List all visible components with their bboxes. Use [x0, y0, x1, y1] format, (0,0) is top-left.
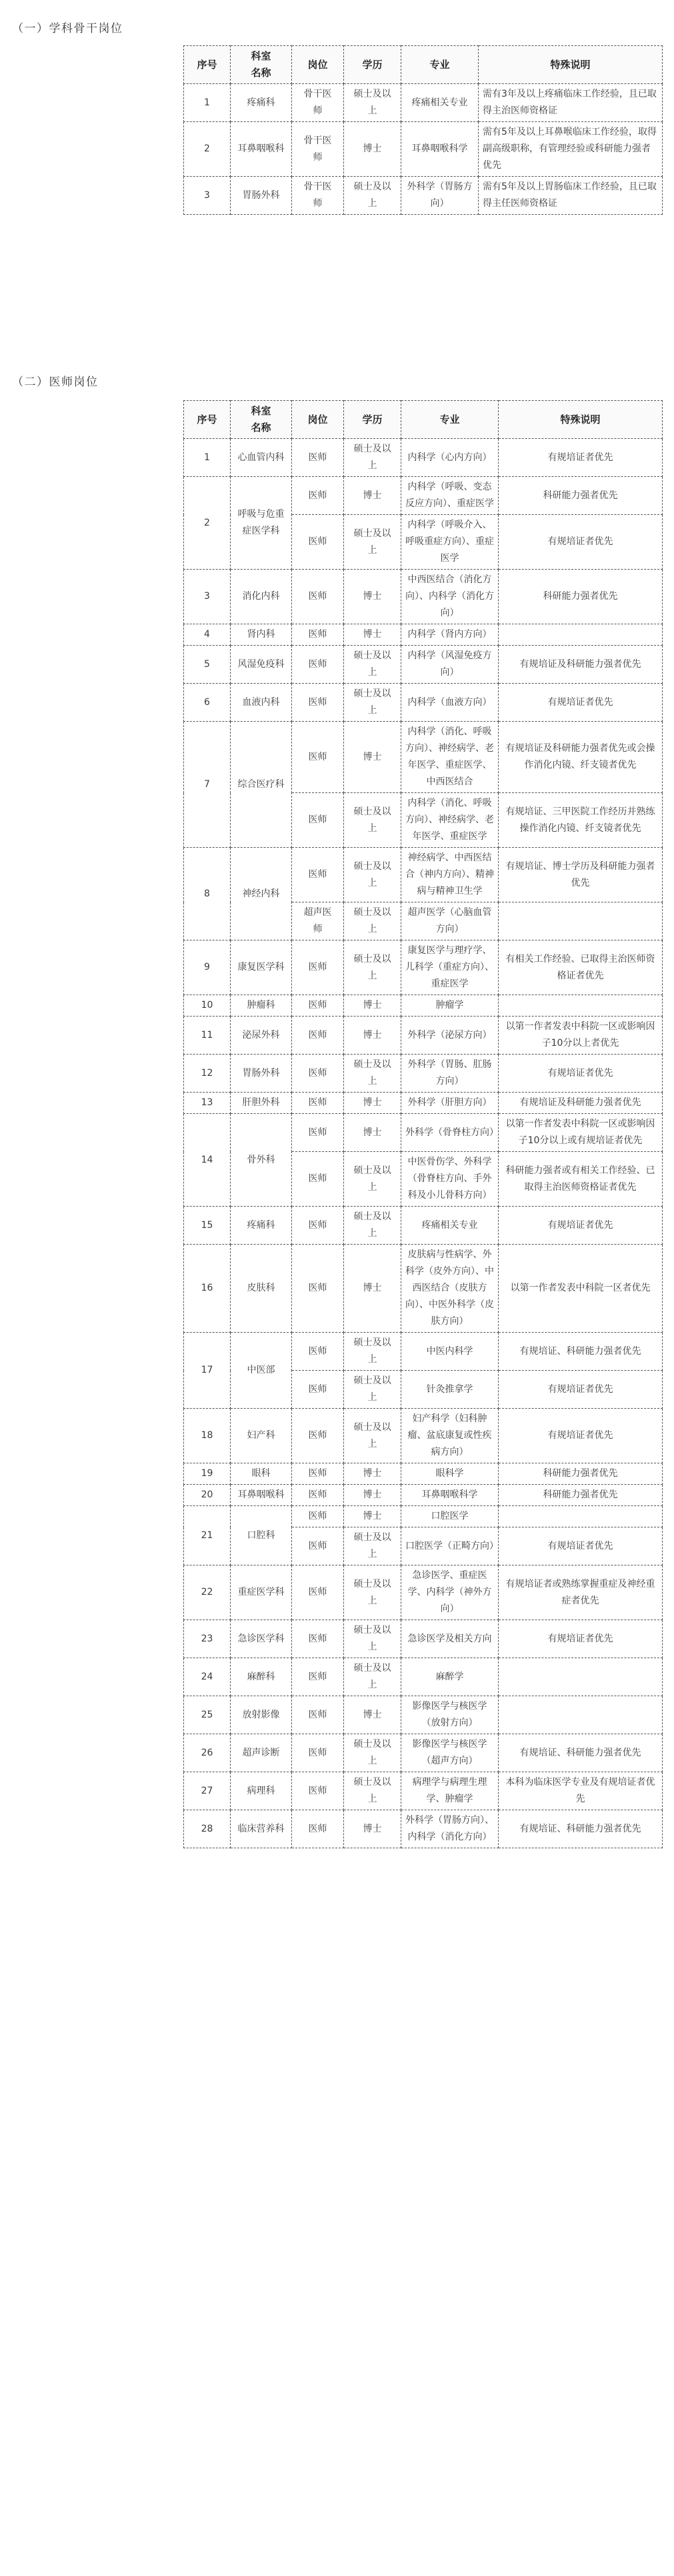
- cell-note: 有规培证、博士学历及科研能力强者优先: [499, 848, 663, 902]
- col-header-note: 特殊说明: [499, 401, 663, 439]
- cell-post: 医师: [292, 1565, 344, 1620]
- cell-major: 急诊医学及相关方向: [401, 1620, 499, 1658]
- cell-major: 眼科学: [401, 1463, 499, 1485]
- cell-note: [499, 1506, 663, 1527]
- col-header-edu: 学历: [344, 46, 401, 84]
- table-row: [184, 1114, 663, 1152]
- cell-post: 医师: [292, 1152, 344, 1207]
- cell-note: 以第一作者发表中科院一区者优先: [499, 1245, 663, 1333]
- cell-note: 有规培证、科研能力强者优先: [499, 1333, 663, 1371]
- cell-no: 11: [184, 1017, 231, 1055]
- cell-edu: 博士: [344, 1463, 401, 1485]
- cell-no: 23: [184, 1620, 231, 1658]
- cell-note: [499, 1696, 663, 1734]
- table-row: [184, 995, 663, 1017]
- cell-post: 医师: [292, 439, 344, 477]
- cell-dept: 呼吸与危重症医学科: [231, 477, 292, 570]
- cell-major: 外科学（胃肠方向）、内科学（消化方向）: [401, 1810, 499, 1848]
- cell-no: 17: [184, 1333, 231, 1409]
- cell-no: 12: [184, 1055, 231, 1093]
- cell-edu: 硕士及以 上: [344, 684, 401, 722]
- cell-edu: 硕士及以 上: [344, 1409, 401, 1463]
- cell-no: 16: [184, 1245, 231, 1333]
- cell-no: 3: [184, 177, 231, 215]
- cell-edu: 硕士及以 上: [344, 1658, 401, 1696]
- cell-dept: 胃肠外科: [231, 1055, 292, 1093]
- cell-major: 影像医学与核医学（放射方向）: [401, 1696, 499, 1734]
- cell-note: 有规培证者优先: [499, 1409, 663, 1463]
- cell-dept: 妇产科: [231, 1409, 292, 1463]
- table-row: [184, 1017, 663, 1055]
- cell-major: 外科学（胃肠、肛肠方向）: [401, 1055, 499, 1093]
- table-row: [184, 940, 663, 995]
- cell-note: 有规培证者优先: [499, 1620, 663, 1658]
- cell-dept: 泌尿外科: [231, 1017, 292, 1055]
- cell-edu: 硕士及以 上: [344, 177, 401, 215]
- cell-major: 内科学（血液方向）: [401, 684, 499, 722]
- cell-no: 10: [184, 995, 231, 1017]
- cell-no: 2: [184, 477, 231, 570]
- cell-no: 18: [184, 1409, 231, 1463]
- cell-edu: 博士: [344, 722, 401, 793]
- physician-positions-table: [183, 400, 663, 1848]
- cell-no: 26: [184, 1734, 231, 1772]
- cell-major: 皮肤病与性病学、外科学（皮外方向）、中西医结合（皮肤方向）、中医外科学（皮肤方向）: [401, 1245, 499, 1333]
- cell-major: 外科学（泌尿方向）: [401, 1017, 499, 1055]
- table-row: [184, 646, 663, 684]
- table-row: [184, 1485, 663, 1506]
- table-row: [184, 848, 663, 902]
- cell-post: 医师: [292, 1055, 344, 1093]
- cell-dept: 耳鼻咽喉科: [231, 122, 292, 177]
- cell-no: 24: [184, 1658, 231, 1696]
- cell-post: 医师: [292, 1463, 344, 1485]
- cell-note: [499, 902, 663, 940]
- cell-dept: 疼痛科: [231, 1207, 292, 1245]
- cell-no: 1: [184, 84, 231, 122]
- table-row: [184, 722, 663, 793]
- table-row: [184, 684, 663, 722]
- cell-dept: 胃肠外科: [231, 177, 292, 215]
- cell-major: 内科学（消化、呼吸方向）、神经病学、老年医学、重症医学: [401, 793, 499, 848]
- cell-note: 科研能力强者优先: [499, 1485, 663, 1506]
- cell-post: 骨干医 师: [292, 84, 344, 122]
- cell-dept: 耳鼻咽喉科: [231, 1485, 292, 1506]
- cell-edu: 博士: [344, 1506, 401, 1527]
- cell-major: 中医骨伤学、外科学（骨脊柱方向、手外科及小儿骨科方向）: [401, 1152, 499, 1207]
- cell-post: 医师: [292, 515, 344, 570]
- cell-post: 医师: [292, 940, 344, 995]
- cell-edu: 硕士及以 上: [344, 940, 401, 995]
- cell-dept: 消化内科: [231, 570, 292, 624]
- section-title-academic-backbone: （一）学科骨干岗位: [12, 22, 123, 35]
- cell-dept: 心血管内科: [231, 439, 292, 477]
- col-header-dept: [231, 401, 292, 439]
- table-row: [184, 1620, 663, 1658]
- cell-edu: 博士: [344, 1485, 401, 1506]
- cell-dept: 血液内科: [231, 684, 292, 722]
- table-header-row: [184, 401, 663, 439]
- table-row: [184, 1333, 663, 1371]
- cell-post: 医师: [292, 684, 344, 722]
- cell-edu: 硕士及以 上: [344, 1333, 401, 1371]
- cell-no: 27: [184, 1772, 231, 1810]
- table-row: [184, 439, 663, 477]
- cell-edu: 博士: [344, 1696, 401, 1734]
- cell-dept: 口腔科: [231, 1506, 292, 1565]
- cell-note: 科研能力强者或有相关工作经验、已取得主治医师资格证者优先: [499, 1152, 663, 1207]
- cell-major: 影像医学与核医学（超声方向）: [401, 1734, 499, 1772]
- cell-note: [499, 995, 663, 1017]
- cell-edu: 硕士及以 上: [344, 1772, 401, 1810]
- cell-dept: 中医部: [231, 1333, 292, 1409]
- table-row: [184, 1734, 663, 1772]
- cell-post: 医师: [292, 646, 344, 684]
- cell-dept: 病理科: [231, 1772, 292, 1810]
- cell-dept: 肿瘤科: [231, 995, 292, 1017]
- cell-note: 有规培证者优先: [499, 1055, 663, 1093]
- cell-post: 医师: [292, 1620, 344, 1658]
- cell-post: 骨干医 师: [292, 122, 344, 177]
- cell-post: 医师: [292, 848, 344, 902]
- cell-post: 医师: [292, 1114, 344, 1152]
- cell-post: 医师: [292, 793, 344, 848]
- table-row: [184, 1245, 663, 1333]
- cell-no: 14: [184, 1114, 231, 1207]
- table-header-row: [184, 46, 663, 84]
- cell-dept: 超声诊断: [231, 1734, 292, 1772]
- table-row: [184, 177, 663, 215]
- cell-note: 有规培证及科研能力强者优先或会操作消化内镜、纤支镜者优先: [499, 722, 663, 793]
- cell-note: 科研能力强者优先: [499, 1463, 663, 1485]
- cell-no: 9: [184, 940, 231, 995]
- table-row: [184, 1463, 663, 1485]
- cell-note: 有规培证及科研能力强者优先: [499, 646, 663, 684]
- table-row: [184, 1409, 663, 1463]
- cell-post: 医师: [292, 1810, 344, 1848]
- cell-no: 19: [184, 1463, 231, 1485]
- col-header-major: 专业: [401, 401, 499, 439]
- cell-post: 医师: [292, 477, 344, 515]
- cell-no: 2: [184, 122, 231, 177]
- cell-note: 以第一作者发表中科院一区或影响因子10分以上或有规培证者优先: [499, 1114, 663, 1152]
- cell-no: 8: [184, 848, 231, 940]
- cell-major: 内科学（心内方向）: [401, 439, 499, 477]
- table-row: [184, 122, 663, 177]
- cell-post: 医师: [292, 1696, 344, 1734]
- cell-edu: 博士: [344, 1114, 401, 1152]
- cell-edu: 博士: [344, 570, 401, 624]
- cell-edu: 硕士及以 上: [344, 1565, 401, 1620]
- cell-major: 麻醉学: [401, 1658, 499, 1696]
- cell-no: 13: [184, 1093, 231, 1114]
- table-row: [184, 570, 663, 624]
- cell-edu: 硕士及以 上: [344, 439, 401, 477]
- cell-no: 20: [184, 1485, 231, 1506]
- cell-edu: 硕士及以 上: [344, 1734, 401, 1772]
- cell-major: 针灸推拿学: [401, 1371, 499, 1409]
- cell-note: 需有5年及以上胃肠临床工作经验，且已取得主任医师资格证: [479, 177, 663, 215]
- cell-no: 22: [184, 1565, 231, 1620]
- cell-note: 有规培证及科研能力强者优先: [499, 1093, 663, 1114]
- cell-post: 医师: [292, 624, 344, 646]
- cell-edu: 博士: [344, 995, 401, 1017]
- cell-note: 科研能力强者优先: [499, 570, 663, 624]
- col-header-dept-text: 科室 名称: [251, 50, 271, 79]
- cell-note: [499, 1658, 663, 1696]
- table-row: [184, 624, 663, 646]
- cell-major: 中西医结合（消化方向）、内科学（消化方向）: [401, 570, 499, 624]
- cell-no: 6: [184, 684, 231, 722]
- col-header-dept: [231, 46, 292, 84]
- cell-dept: 急诊医学科: [231, 1620, 292, 1658]
- cell-note: 以第一作者发表中科院一区或影响因子10分以上者优先: [499, 1017, 663, 1055]
- cell-note: 有规培证者或熟练掌握重症及神经重症者优先: [499, 1565, 663, 1620]
- table-row: [184, 1696, 663, 1734]
- cell-edu: 博士: [344, 122, 401, 177]
- cell-edu: 硕士及以 上: [344, 646, 401, 684]
- cell-edu: 博士: [344, 624, 401, 646]
- table-row: [184, 1093, 663, 1114]
- cell-note: 本科为临床医学专业及有规培证者优先: [499, 1772, 663, 1810]
- cell-no: 5: [184, 646, 231, 684]
- cell-major: 外科学（胃肠方向）: [401, 177, 479, 215]
- cell-no: 7: [184, 722, 231, 848]
- cell-note: 有规培证者优先: [499, 439, 663, 477]
- table-row: [184, 1207, 663, 1245]
- table-row: [184, 1055, 663, 1093]
- cell-edu: 硕士及以 上: [344, 1207, 401, 1245]
- cell-edu: 硕士及以 上: [344, 1152, 401, 1207]
- cell-note: 需有3年及以上疼痛临床工作经验，且已取得主治医师资格证: [479, 84, 663, 122]
- col-header-post: 岗位: [292, 46, 344, 84]
- cell-note: 有规培证者优先: [499, 684, 663, 722]
- cell-post: 医师: [292, 1658, 344, 1696]
- col-header-no: 序号: [184, 46, 231, 84]
- cell-note: [499, 624, 663, 646]
- cell-major: 内科学（风湿免疫方向）: [401, 646, 499, 684]
- cell-post: 医师: [292, 722, 344, 793]
- cell-note: 有规培证、三甲医院工作经历并熟练操作消化内镜、纤支镜者优先: [499, 793, 663, 848]
- cell-post: 超声医 师: [292, 902, 344, 940]
- col-header-edu: 学历: [344, 401, 401, 439]
- cell-edu: 博士: [344, 477, 401, 515]
- cell-post: 医师: [292, 1371, 344, 1409]
- cell-major: 急诊医学、重症医学、内科学（神外方向）: [401, 1565, 499, 1620]
- table-row: [184, 1565, 663, 1620]
- cell-dept: 疼痛科: [231, 84, 292, 122]
- cell-dept: 综合医疗科: [231, 722, 292, 848]
- cell-post: 医师: [292, 1734, 344, 1772]
- cell-major: 中医内科学: [401, 1333, 499, 1371]
- cell-major: 耳鼻咽喉科学: [401, 122, 479, 177]
- cell-post: 医师: [292, 1017, 344, 1055]
- cell-major: 口腔医学（正畸方向）: [401, 1527, 499, 1565]
- cell-note: 有规培证、科研能力强者优先: [499, 1734, 663, 1772]
- cell-major: 内科学（消化、呼吸方向）、神经病学、老年医学、重症医学、中西医结合: [401, 722, 499, 793]
- cell-edu: 硕士及以 上: [344, 1371, 401, 1409]
- cell-post: 医师: [292, 1333, 344, 1371]
- cell-post: 骨干医 师: [292, 177, 344, 215]
- cell-post: 医师: [292, 570, 344, 624]
- cell-post: 医师: [292, 1093, 344, 1114]
- cell-note: 有规培证者优先: [499, 1527, 663, 1565]
- cell-major: 疼痛相关专业: [401, 1207, 499, 1245]
- cell-major: 内科学（肾内方向）: [401, 624, 499, 646]
- cell-dept: 神经内科: [231, 848, 292, 940]
- cell-dept: 康复医学科: [231, 940, 292, 995]
- cell-dept: 重症医学科: [231, 1565, 292, 1620]
- cell-edu: 硕士及以 上: [344, 515, 401, 570]
- cell-post: 医师: [292, 1207, 344, 1245]
- cell-no: 3: [184, 570, 231, 624]
- cell-dept: 临床营养科: [231, 1810, 292, 1848]
- table-row: [184, 1506, 663, 1527]
- cell-dept: 肾内科: [231, 624, 292, 646]
- cell-edu: 硕士及以 上: [344, 848, 401, 902]
- cell-edu: 硕士及以 上: [344, 902, 401, 940]
- cell-note: 需有5年及以上耳鼻喉临床工作经验，取得副高级职称，有管理经验或科研能力强者优先: [479, 122, 663, 177]
- cell-major: 病理学与病理生理学、肿瘤学: [401, 1772, 499, 1810]
- cell-no: 1: [184, 439, 231, 477]
- section-title-physician: （二）医师岗位: [12, 376, 99, 389]
- cell-edu: 硕士及以 上: [344, 84, 401, 122]
- cell-edu: 博士: [344, 1810, 401, 1848]
- cell-major: 超声医学（心脑血管方向）: [401, 902, 499, 940]
- cell-edu: 博士: [344, 1245, 401, 1333]
- cell-major: 内科学（呼吸、变态反应方向）、重症医学: [401, 477, 499, 515]
- cell-post: 医师: [292, 1409, 344, 1463]
- cell-dept: 麻醉科: [231, 1658, 292, 1696]
- table-row: [184, 1658, 663, 1696]
- cell-note: 有相关工作经验、已取得主治医师资格证者优先: [499, 940, 663, 995]
- cell-major: 妇产科学（妇科肿瘤、盆底康复或性疾病方向）: [401, 1409, 499, 1463]
- cell-edu: 博士: [344, 1093, 401, 1114]
- cell-no: 21: [184, 1506, 231, 1565]
- cell-edu: 博士: [344, 1017, 401, 1055]
- cell-note: 有规培证、科研能力强者优先: [499, 1810, 663, 1848]
- cell-dept: 眼科: [231, 1463, 292, 1485]
- col-header-dept-text: 科室 名称: [251, 405, 271, 434]
- cell-post: 医师: [292, 1506, 344, 1527]
- cell-dept: 皮肤科: [231, 1245, 292, 1333]
- cell-edu: 硕士及以 上: [344, 1620, 401, 1658]
- cell-no: 28: [184, 1810, 231, 1848]
- cell-dept: 肝胆外科: [231, 1093, 292, 1114]
- cell-dept: 骨外科: [231, 1114, 292, 1207]
- col-header-major: 专业: [401, 46, 479, 84]
- cell-major: 肿瘤学: [401, 995, 499, 1017]
- table-row: [184, 1810, 663, 1848]
- cell-note: 有规培证者优先: [499, 1207, 663, 1245]
- cell-no: 25: [184, 1696, 231, 1734]
- cell-major: 康复医学与理疗学、儿科学（重症方向）、重症医学: [401, 940, 499, 995]
- table-row: [184, 1772, 663, 1810]
- academic-backbone-table: [183, 45, 663, 215]
- col-header-post: 岗位: [292, 401, 344, 439]
- cell-major: 耳鼻咽喉科学: [401, 1485, 499, 1506]
- cell-major: 神经病学、中西医结合（神内方向）、精神病与精神卫生学: [401, 848, 499, 902]
- cell-note: 有规培证者优先: [499, 1371, 663, 1409]
- col-header-note: 特殊说明: [479, 46, 663, 84]
- cell-post: 医师: [292, 1485, 344, 1506]
- table-row: [184, 84, 663, 122]
- cell-major: 内科学（呼吸介入、呼吸重症方向）、重症医学: [401, 515, 499, 570]
- col-header-no: 序号: [184, 401, 231, 439]
- cell-post: 医师: [292, 1245, 344, 1333]
- cell-post: 医师: [292, 1772, 344, 1810]
- cell-edu: 硕士及以 上: [344, 1055, 401, 1093]
- cell-major: 外科学（肝胆方向）: [401, 1093, 499, 1114]
- cell-dept: 风湿免疫科: [231, 646, 292, 684]
- cell-no: 4: [184, 624, 231, 646]
- cell-note: 有规培证者优先: [499, 515, 663, 570]
- cell-edu: 硕士及以 上: [344, 1527, 401, 1565]
- cell-major: 外科学（骨脊柱方向）: [401, 1114, 499, 1152]
- cell-dept: 放射影像: [231, 1696, 292, 1734]
- cell-note: 科研能力强者优先: [499, 477, 663, 515]
- cell-post: 医师: [292, 995, 344, 1017]
- cell-no: 15: [184, 1207, 231, 1245]
- cell-major: 口腔医学: [401, 1506, 499, 1527]
- cell-major: 疼痛相关专业: [401, 84, 479, 122]
- cell-post: 医师: [292, 1527, 344, 1565]
- cell-edu: 硕士及以 上: [344, 793, 401, 848]
- table-row: [184, 477, 663, 515]
